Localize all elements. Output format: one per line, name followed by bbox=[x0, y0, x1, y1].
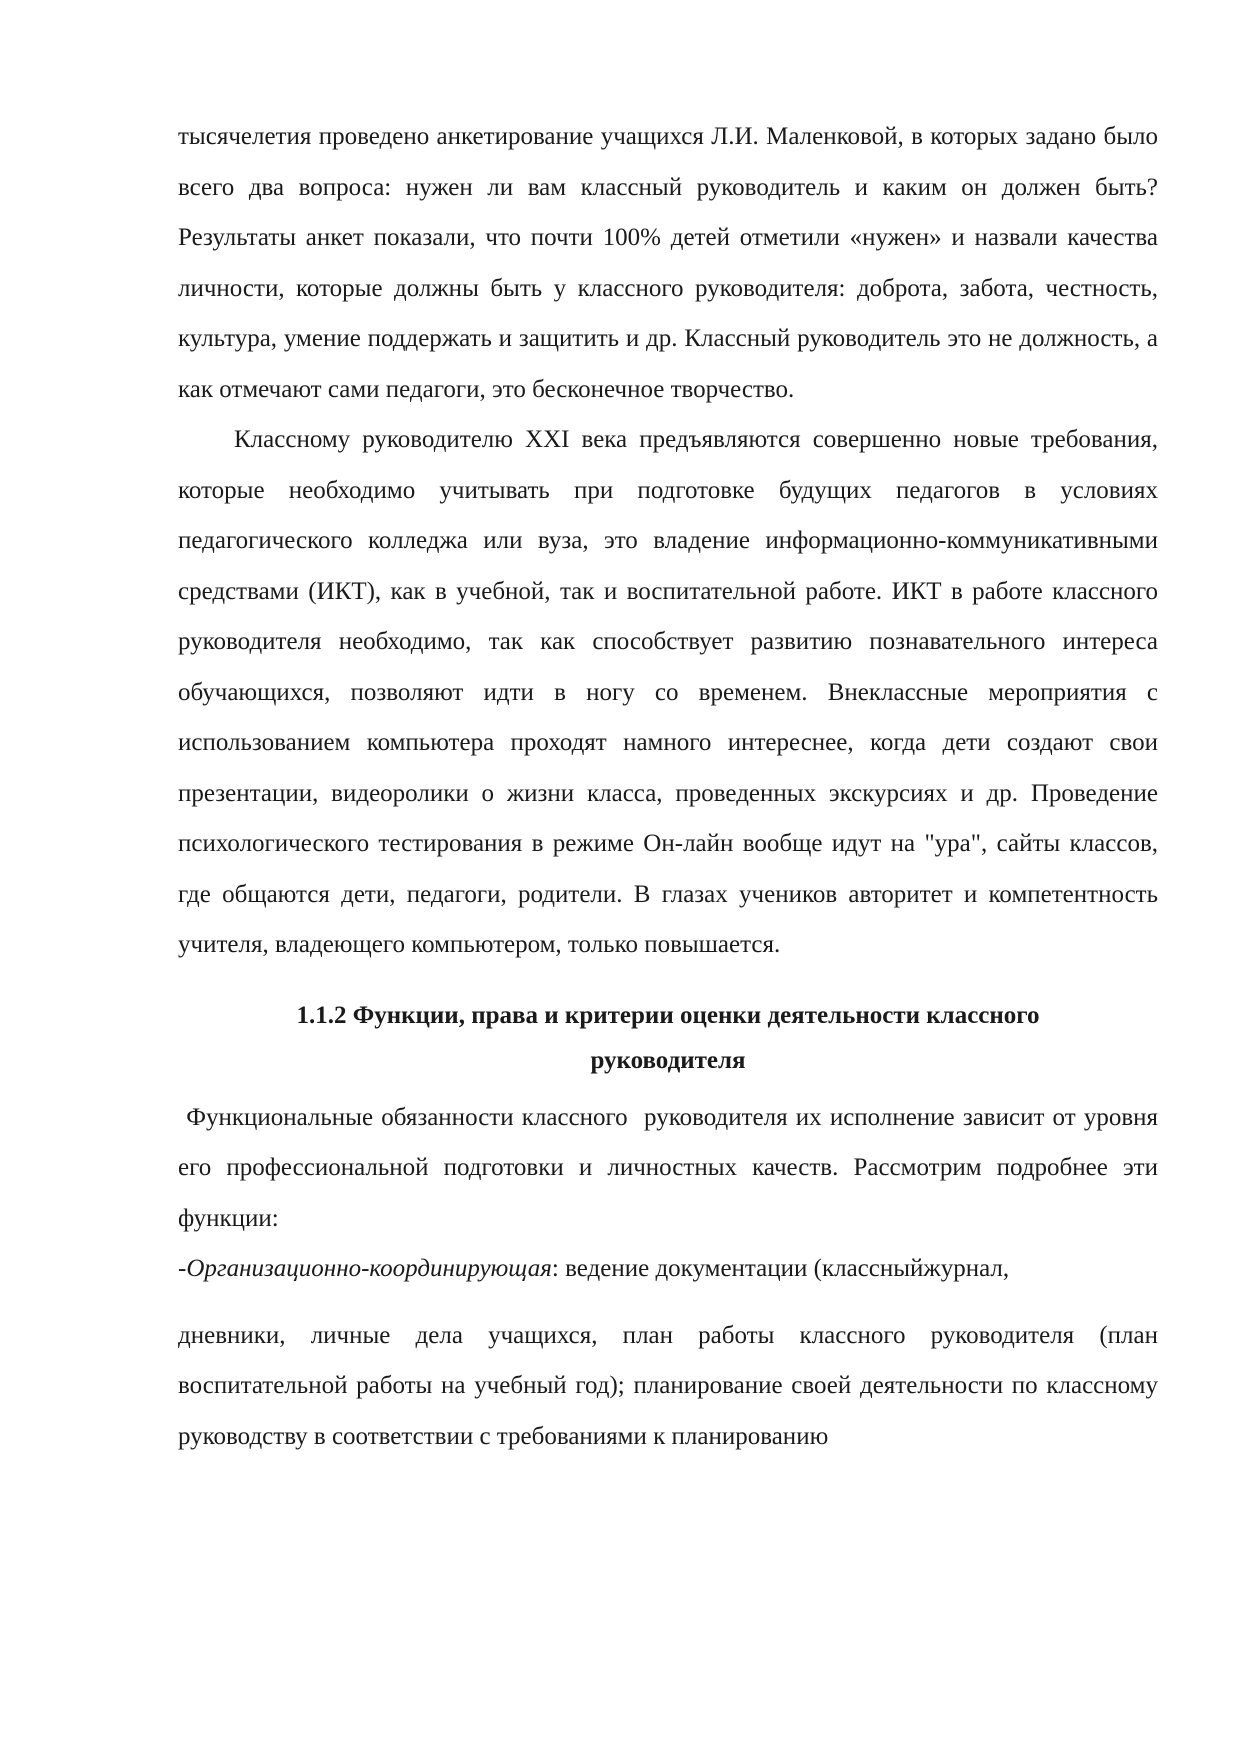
paragraph-functions-intro: Функциональные обязанности классного руководителя их исполнение зависит от уровня его профессиональной подготовки и личностных качеств. Рассмотрим подробнее эти функции: bbox=[178, 1103, 1165, 1232]
paragraph-ict: Классному руководителю XXI века предъявляются совершенно новые требования, которые необходимо учитывать при подготовке будущих педагогов в условиях педагогического колледжа или вуза, это владение информационно-коммуникативными средствами (ИКТ), как в учебной, так и воспитательной работе. ИКТ в работе классного руководителя необходимо, так как способствует развитию познавательного интереса обучающихся, позволяют идти в ногу со временем. Внеклассные мероприятия с использованием компьютера проходят намного интереснее, когда дети создают свои презентации, видеоролики о жизни класса, проведенных экскурсиях и др. Проведение психологического тестирования в режиме Он-лайн вообще идут на "ура", сайты классов, где общаются дети, педагоги, родители. В глазах учеников авторитет и компетентность учителя, владеющего компьютером, только повышается. bbox=[178, 426, 1158, 958]
page-content bbox=[178, 112, 1165, 1462]
heading-line-1: 1.1.2 Функции, права и критерии оценки деятельности классного bbox=[296, 1001, 1040, 1029]
function-item-prefix: - bbox=[178, 1255, 187, 1282]
paragraph-survey: тысячелетия проведено анкетирование учащихся Л.И. Маленковой, в которых задано было всего два вопроса: нужен ли вам классный руководитель и каким он должен быть? Результаты анкет показали, что почти 100% детей отметили «нужен» и назвали качества личности, которые должны быть у классного руководителя: доброта, забота, честность, культура, умение поддержать и защитить и др. Классный руководитель это не должность, а как отмечают сами педагоги, это бесконечное творчество. bbox=[178, 123, 1158, 403]
function-item-organizational bbox=[178, 1244, 1158, 1295]
function-item-term: Организационно-координирующая bbox=[186, 1255, 552, 1282]
function-item-continuation: дневники, личные дела учащихся, план работы классного руководителя (план воспитательной работы на учебный год); планирование своей деятельности по классному руководству в соответствии с требованиями к планированию bbox=[178, 1321, 1158, 1450]
heading-line-2: руководителя bbox=[590, 1046, 746, 1074]
section-heading bbox=[178, 993, 1158, 1083]
function-item-text: : ведение документации (классныйжурнал, bbox=[551, 1255, 1010, 1282]
